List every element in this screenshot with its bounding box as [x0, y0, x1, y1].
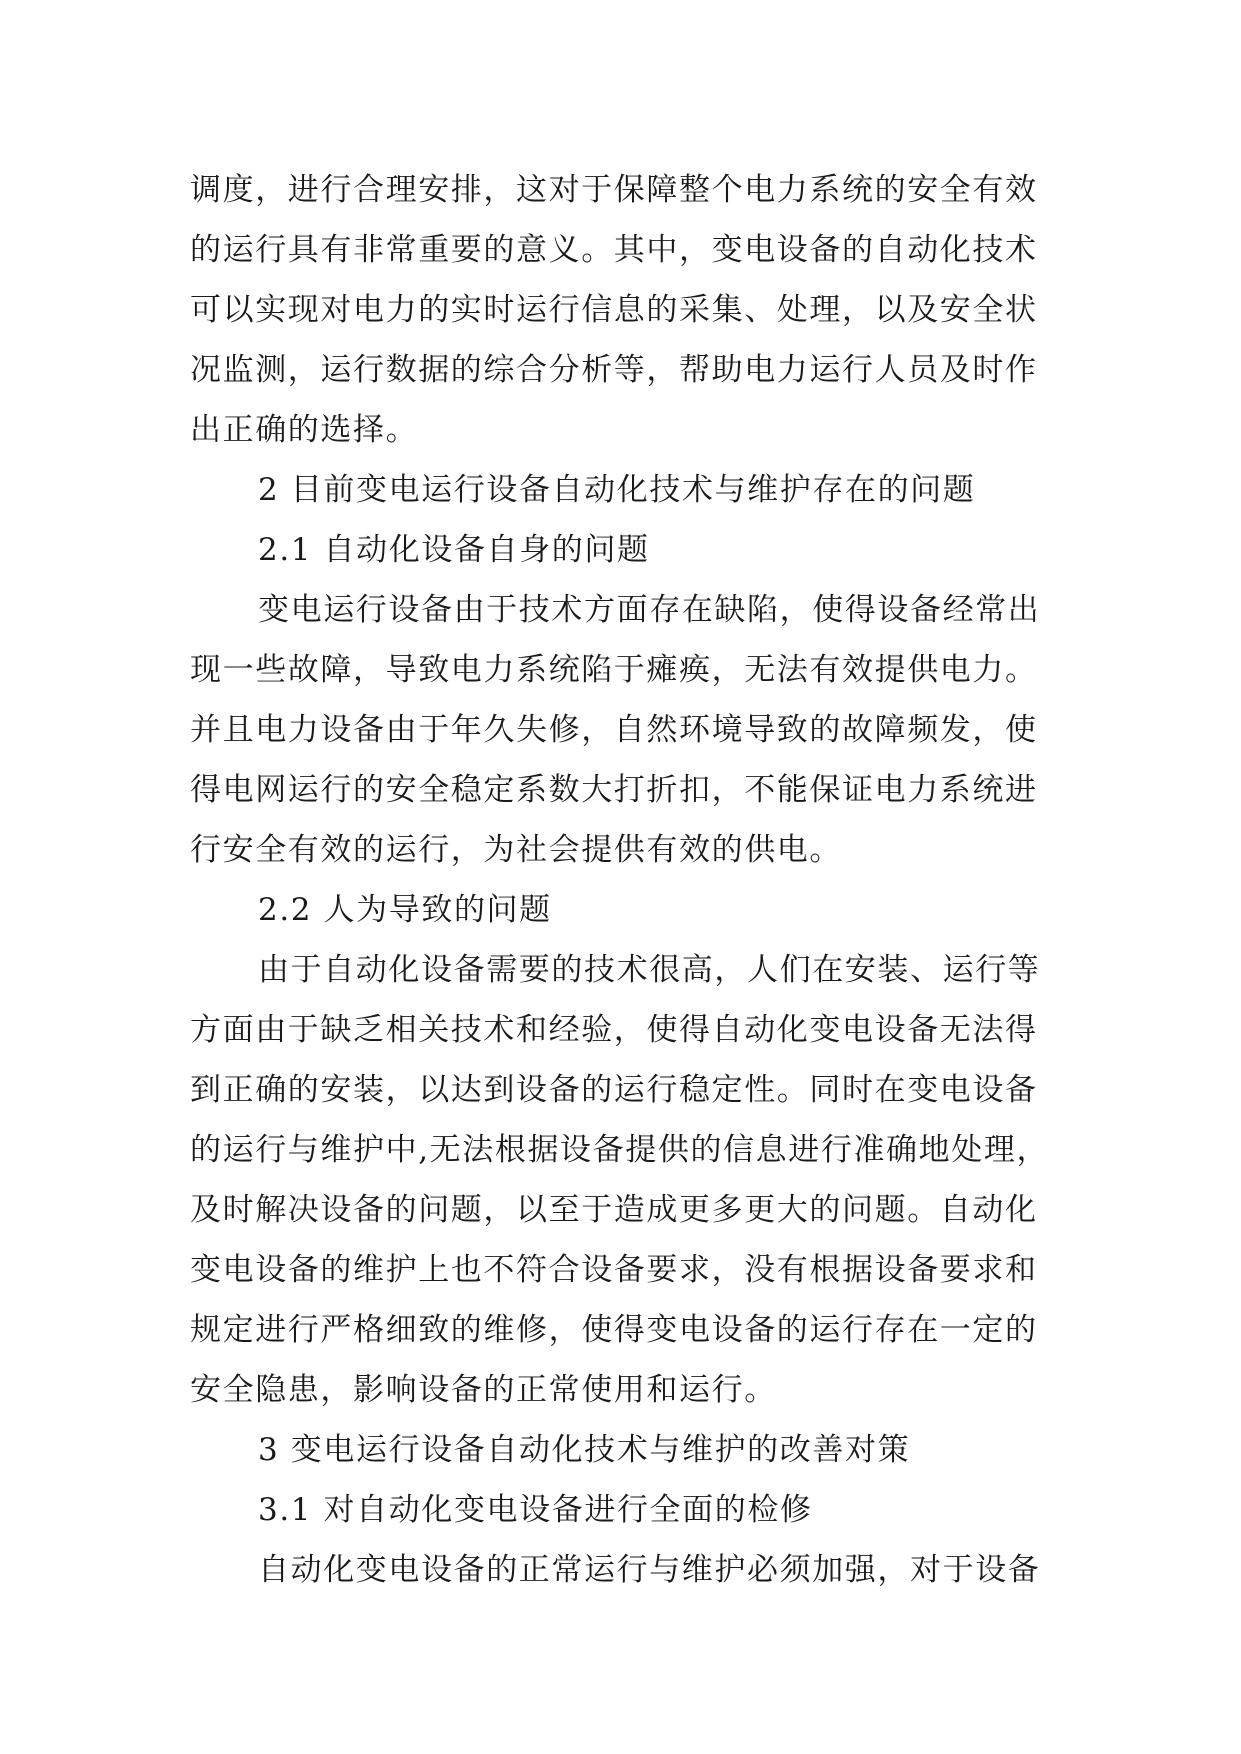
paragraph-line: 得电网运行的安全稳定系数大打折扣，不能保证电力系统进	[190, 772, 1038, 808]
paragraph-line: 行安全有效的运行，为社会提供有效的供电。	[190, 832, 842, 868]
paragraph-line: 况监测，运行数据的综合分析等，帮助电力运行人员及时作	[190, 352, 1038, 388]
paragraph-line: 变电运行设备由于技术方面存在缺陷，使得设备经常出	[258, 592, 1041, 628]
paragraph-line: 变电设备的维护上也不符合设备要求，没有根据设备要求和	[190, 1252, 1038, 1288]
paragraph-line: 自动化变电设备的正常运行与维护必须加强，对于设备	[258, 1552, 1041, 1588]
paragraph-line: 安全隐患，影响设备的正常使用和运行。	[190, 1372, 777, 1408]
paragraph-line: 规定进行严格细致的维修，使得变电设备的运行存在一定的	[190, 1312, 1038, 1348]
paragraph-line: 的运行具有非常重要的意义。其中，变电设备的自动化技术	[190, 232, 1038, 268]
paragraph-line: 及时解决设备的问题，以至于造成更多更大的问题。自动化	[190, 1192, 1038, 1228]
subsection-heading: 2.2 人为导致的问题	[258, 892, 552, 928]
subsection-heading: 2.1 自动化设备自身的问题	[258, 532, 650, 568]
paragraph-line: 并且电力设备由于年久失修，自然环境导致的故障频发，使	[190, 712, 1038, 748]
paragraph-line: 由于自动化设备需要的技术很高，人们在安装、运行等	[258, 952, 1041, 988]
paragraph-line: 可以实现对电力的实时运行信息的采集、处理，以及安全状	[190, 292, 1038, 328]
subsection-heading: 3.1 对自动化变电设备进行全面的检修	[258, 1492, 813, 1528]
paragraph-line: 调度，进行合理安排，这对于保障整个电力系统的安全有效	[190, 172, 1038, 208]
document-body	[190, 160, 1070, 1600]
paragraph-line: 到正确的安装，以达到设备的运行稳定性。同时在变电设备	[190, 1072, 1038, 1108]
paragraph-line: 方面由于缺乏相关技术和经验，使得自动化变电设备无法得	[190, 1012, 1038, 1048]
section-heading: 3 变电运行设备自动化技术与维护的改善对策	[258, 1432, 911, 1468]
paragraph-line: 现一些故障，导致电力系统陷于瘫痪，无法有效提供电力。	[190, 652, 1038, 688]
section-heading: 2 目前变电运行设备自动化技术与维护存在的问题	[258, 472, 976, 508]
paragraph-line: 的运行与维护中,无法根据设备提供的信息进行准确地处理，	[190, 1132, 1050, 1168]
paragraph-line: 出正确的选择。	[190, 412, 419, 448]
